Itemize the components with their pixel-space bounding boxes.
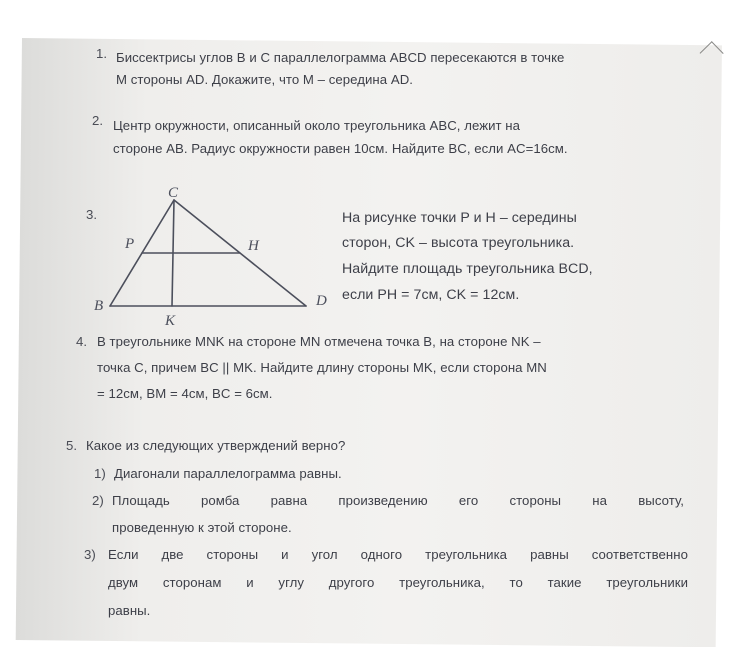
label-h: H xyxy=(248,238,259,254)
option-2-number: 2) xyxy=(92,493,104,508)
option-1-text: Диагонали параллелограмма равны. xyxy=(114,466,342,481)
triangle-bcd-figure xyxy=(70,147,340,327)
label-b: B xyxy=(94,298,104,314)
problem-4-line-2: точка C, причем BC || MK. Найдите длину стороны MK, если сторона MN xyxy=(97,360,547,375)
problem-5-number: 5. xyxy=(66,438,78,453)
problem-2-number: 2. xyxy=(92,113,104,128)
label-c: C xyxy=(168,185,179,201)
problem-5-question: Какое из следующих утверждений верно? xyxy=(86,438,346,453)
option-3-line-1: Если две стороны и угол одного треугольника равны соответственно xyxy=(108,547,688,562)
label-d: D xyxy=(316,293,327,309)
page-corner-fold xyxy=(700,41,724,65)
problem-2-line-2: стороне AB. Радиус окружности равен 10см. Найдите BC, если AC=16см. xyxy=(113,141,568,156)
problem-2-line-1: Центр окружности, описанный около треугольника ABC, лежит на xyxy=(113,118,521,133)
problem-4-number: 4. xyxy=(76,334,88,349)
option-3-number: 3) xyxy=(84,547,96,562)
option-2-line-1: Площадь ромба равна произведению его стороны на высоту, xyxy=(112,493,684,508)
label-p: P xyxy=(125,236,135,252)
option-1-number: 1) xyxy=(94,466,106,481)
problem-1-line-1: Биссектрисы углов B и C параллелограмма ABCD пересекаются в точке xyxy=(116,50,565,65)
problem-3-line-4: если PH = 7см, CK = 12см. xyxy=(342,287,520,303)
problem-3-line-3: Найдите площадь треугольника BCD, xyxy=(342,261,593,277)
problem-3-line-1: На рисунке точки P и H – середины xyxy=(342,210,577,226)
label-k: K xyxy=(165,313,176,327)
option-3-line-2: двум сторонам и углу другого треугольника, то такие треугольники xyxy=(108,575,688,590)
problem-3-number: 3. xyxy=(86,207,98,222)
problem-4-line-3: = 12см, BM = 4см, BC = 6см. xyxy=(97,386,273,401)
problem-4-line-1: В треугольнике MNK на стороне MN отмечена точка B, на стороне NK – xyxy=(97,334,541,349)
altitude-ck xyxy=(172,200,174,306)
problem-1-number: 1. xyxy=(96,46,108,61)
option-3-line-3: равны. xyxy=(108,603,151,618)
problem-3-line-2: сторон, CK – высота треугольника. xyxy=(342,235,575,251)
option-2-line-2: проведенную к этой стороне. xyxy=(112,520,292,535)
problem-1-line-2: M стороны AD. Докажите, что M – середина AD. xyxy=(116,72,413,87)
